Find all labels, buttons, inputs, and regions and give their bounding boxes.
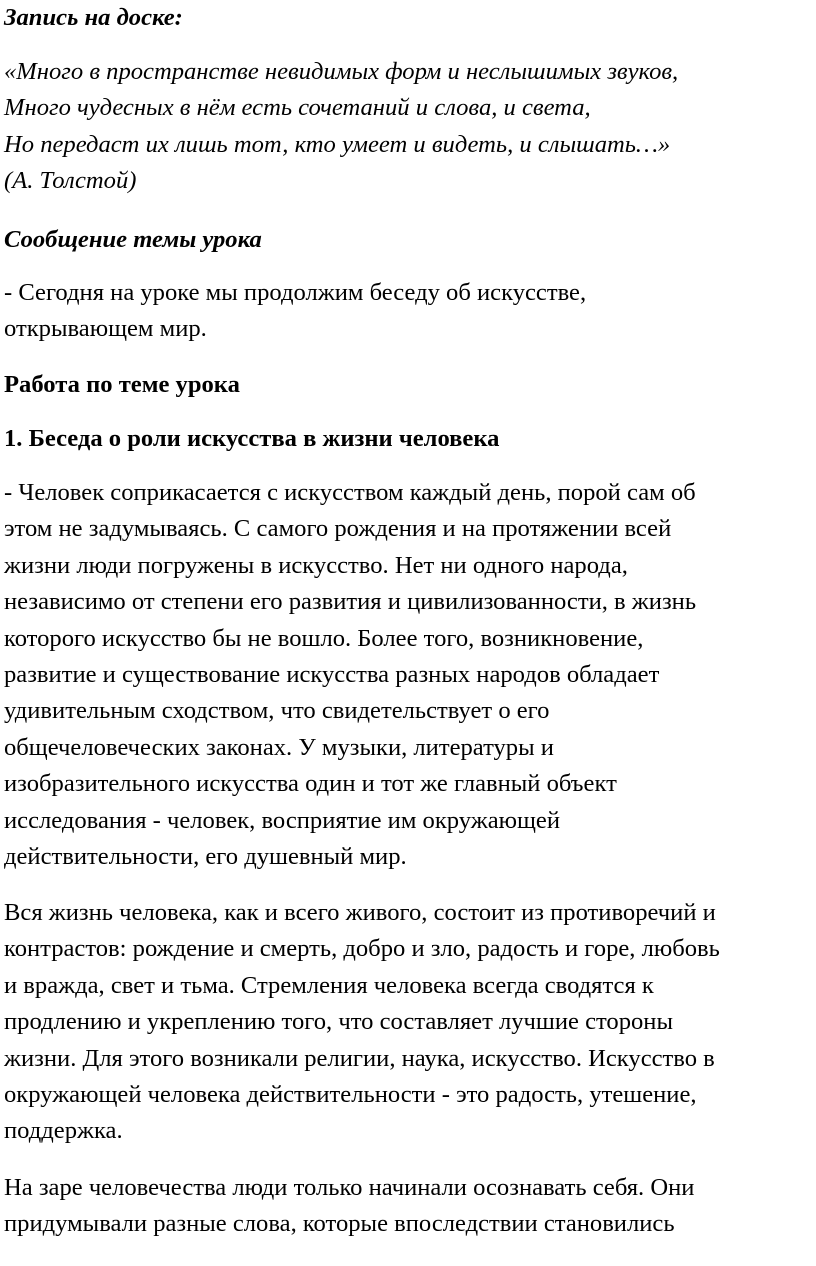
- paragraph-line: поддержка.: [4, 1117, 123, 1145]
- paragraph-line: продлению и укреплению того, что составляет лучшие стороны: [4, 1008, 673, 1036]
- paragraph-line: независимо от степени его развития и цивилизованности, в жизнь: [4, 588, 697, 616]
- quote-line: Много чудесных в нём есть сочетаний и слова, и света,: [4, 94, 591, 122]
- quote-block: [4, 54, 678, 200]
- paragraph-line: этом не задумываясь. С самого рождения и на протяжении всей: [4, 515, 672, 543]
- heading-item-1: 1. Беседа о роли искусства в жизни человека: [4, 425, 500, 452]
- paragraph-line: - Сегодня на уроке мы продолжим беседу об искусстве,: [4, 279, 587, 306]
- paragraph-2: [4, 895, 720, 1150]
- paragraph-line: окружающей человека действительности - это радость, утешение,: [4, 1081, 697, 1109]
- paragraph-line: На заре человечества люди только начинали осознавать себя. Они: [4, 1174, 695, 1201]
- quote-line: «Много в пространстве невидимых форм и неслышимых звуков,: [4, 58, 679, 85]
- heading-board: Запись на доске:: [4, 4, 183, 31]
- quote-author: (А. Толстой): [4, 167, 137, 195]
- paragraph-1: [4, 475, 696, 875]
- paragraph-line: жизни. Для этого возникали религии, наука, искусство. Искусство в: [4, 1044, 715, 1072]
- paragraph-line: жизни люди погружены в искусство. Нет ни одного народа,: [4, 551, 628, 579]
- paragraph-line: открывающем мир.: [4, 315, 207, 343]
- paragraph-line: Вся жизнь человека, как и всего живого, состоит из противоречий и: [4, 899, 716, 926]
- heading-topic: Сообщение темы урока: [4, 226, 262, 253]
- paragraph-line: - Человек соприкасается с искусством каждый день, порой сам об: [4, 479, 696, 506]
- paragraph-line: и вражда, свет и тьма. Стремления человека всегда сводятся к: [4, 971, 654, 999]
- quote-line: Но передаст их лишь тот, кто умеет и видеть, и слышать…»: [4, 130, 671, 158]
- paragraph-line: которого искусство бы не вошло. Более того, возникновение,: [4, 624, 644, 652]
- paragraph-line: контрастов: рождение и смерть, добро и зло, радость и горе, любовь: [4, 935, 720, 963]
- paragraph-line: действительности, его душевный мир.: [4, 843, 407, 871]
- paragraph-line: развитие и существование искусства разных народов обладает: [4, 661, 660, 689]
- paragraph-line: удивительным сходством, что свидетельствует о его: [4, 697, 550, 725]
- heading-work: Работа по теме урока: [4, 371, 240, 398]
- paragraph-3: [4, 1170, 694, 1243]
- paragraph-line: изобразительного искусства один и тот же главный объект: [4, 770, 617, 798]
- paragraph-line: исследования - человек, восприятие им окружающей: [4, 806, 561, 834]
- paragraph-line: общечеловеческих законах. У музыки, литературы и: [4, 733, 554, 761]
- paragraph-line: придумывали разные слова, которые впоследствии становились: [4, 1210, 675, 1238]
- topic-paragraph: [4, 275, 586, 348]
